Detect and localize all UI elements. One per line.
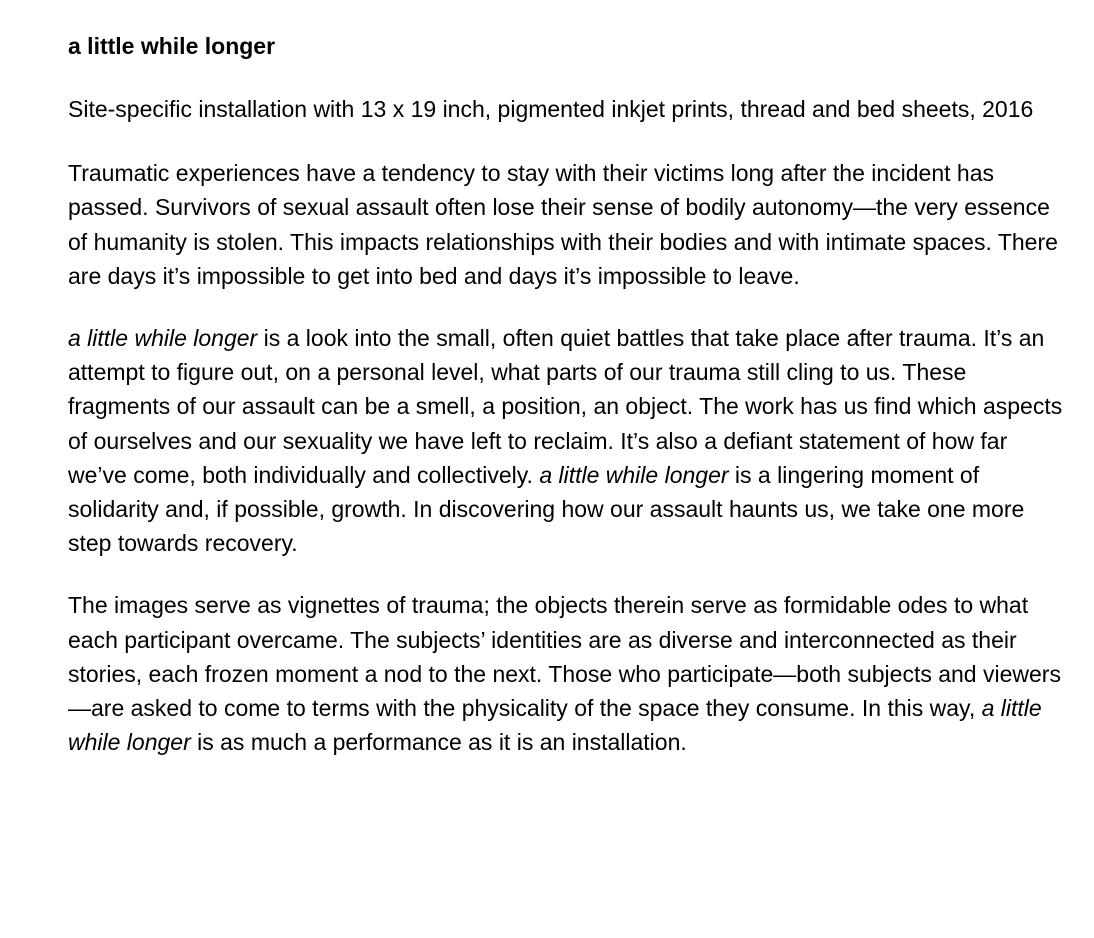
work-title-italic: a little while longer xyxy=(539,461,729,488)
paragraph-text: is a look into the small, often quiet battles that take place after trauma. It’s an attempt to figure out, on a personal level, what parts of our trauma still cling to us. These fragments of our assault can be a smell, a position, an object. The work has us find which aspects of ourselves and our sexuality we have left to reclaim. It’s also a defiant statement of how far we’ve come, both individually and collectively. xyxy=(68,325,1063,488)
paragraph-intro: Traumatic experiences have a tendency to stay with their victims long after the incident has passed. Survivors of sexual assault often lose their sense of bodily autonomy—the very essence of humanity is stolen. This impacts relationships with their bodies and with intimate spaces. There are days it’s impossible to get into bed and days it’s impossible to leave. xyxy=(68,160,1058,289)
paragraph-text: is as much a performance as it is an installation. xyxy=(190,729,687,756)
work-title-italic: a little while longer xyxy=(68,695,1042,756)
artwork-details: Site-specific installation with 13 x 19 inch, pigmented inkjet prints, thread and bed sheets, 2016 xyxy=(68,96,1034,122)
document-title: a little while longer xyxy=(68,33,276,59)
paragraph-text: The images serve as vignettes of trauma; the objects therein serve as formidable odes to what each participant overcame. The subjects’ identities are as diverse and interconnected as their stories, each frozen moment a nod to the next. Those who participate—both subjects and viewers—are asked to come to terms with the physicality of the space they consume. In this way, xyxy=(68,592,1061,722)
document-page xyxy=(68,30,1068,759)
paragraph-images xyxy=(68,588,1068,759)
paragraph-text: is a lingering moment of solidarity and, if possible, growth. In discovering how our assault haunts us, we take one more step towards recovery. xyxy=(68,461,1025,557)
work-title-italic: a little while longer xyxy=(68,325,258,352)
paragraph-work-description xyxy=(68,321,1068,560)
